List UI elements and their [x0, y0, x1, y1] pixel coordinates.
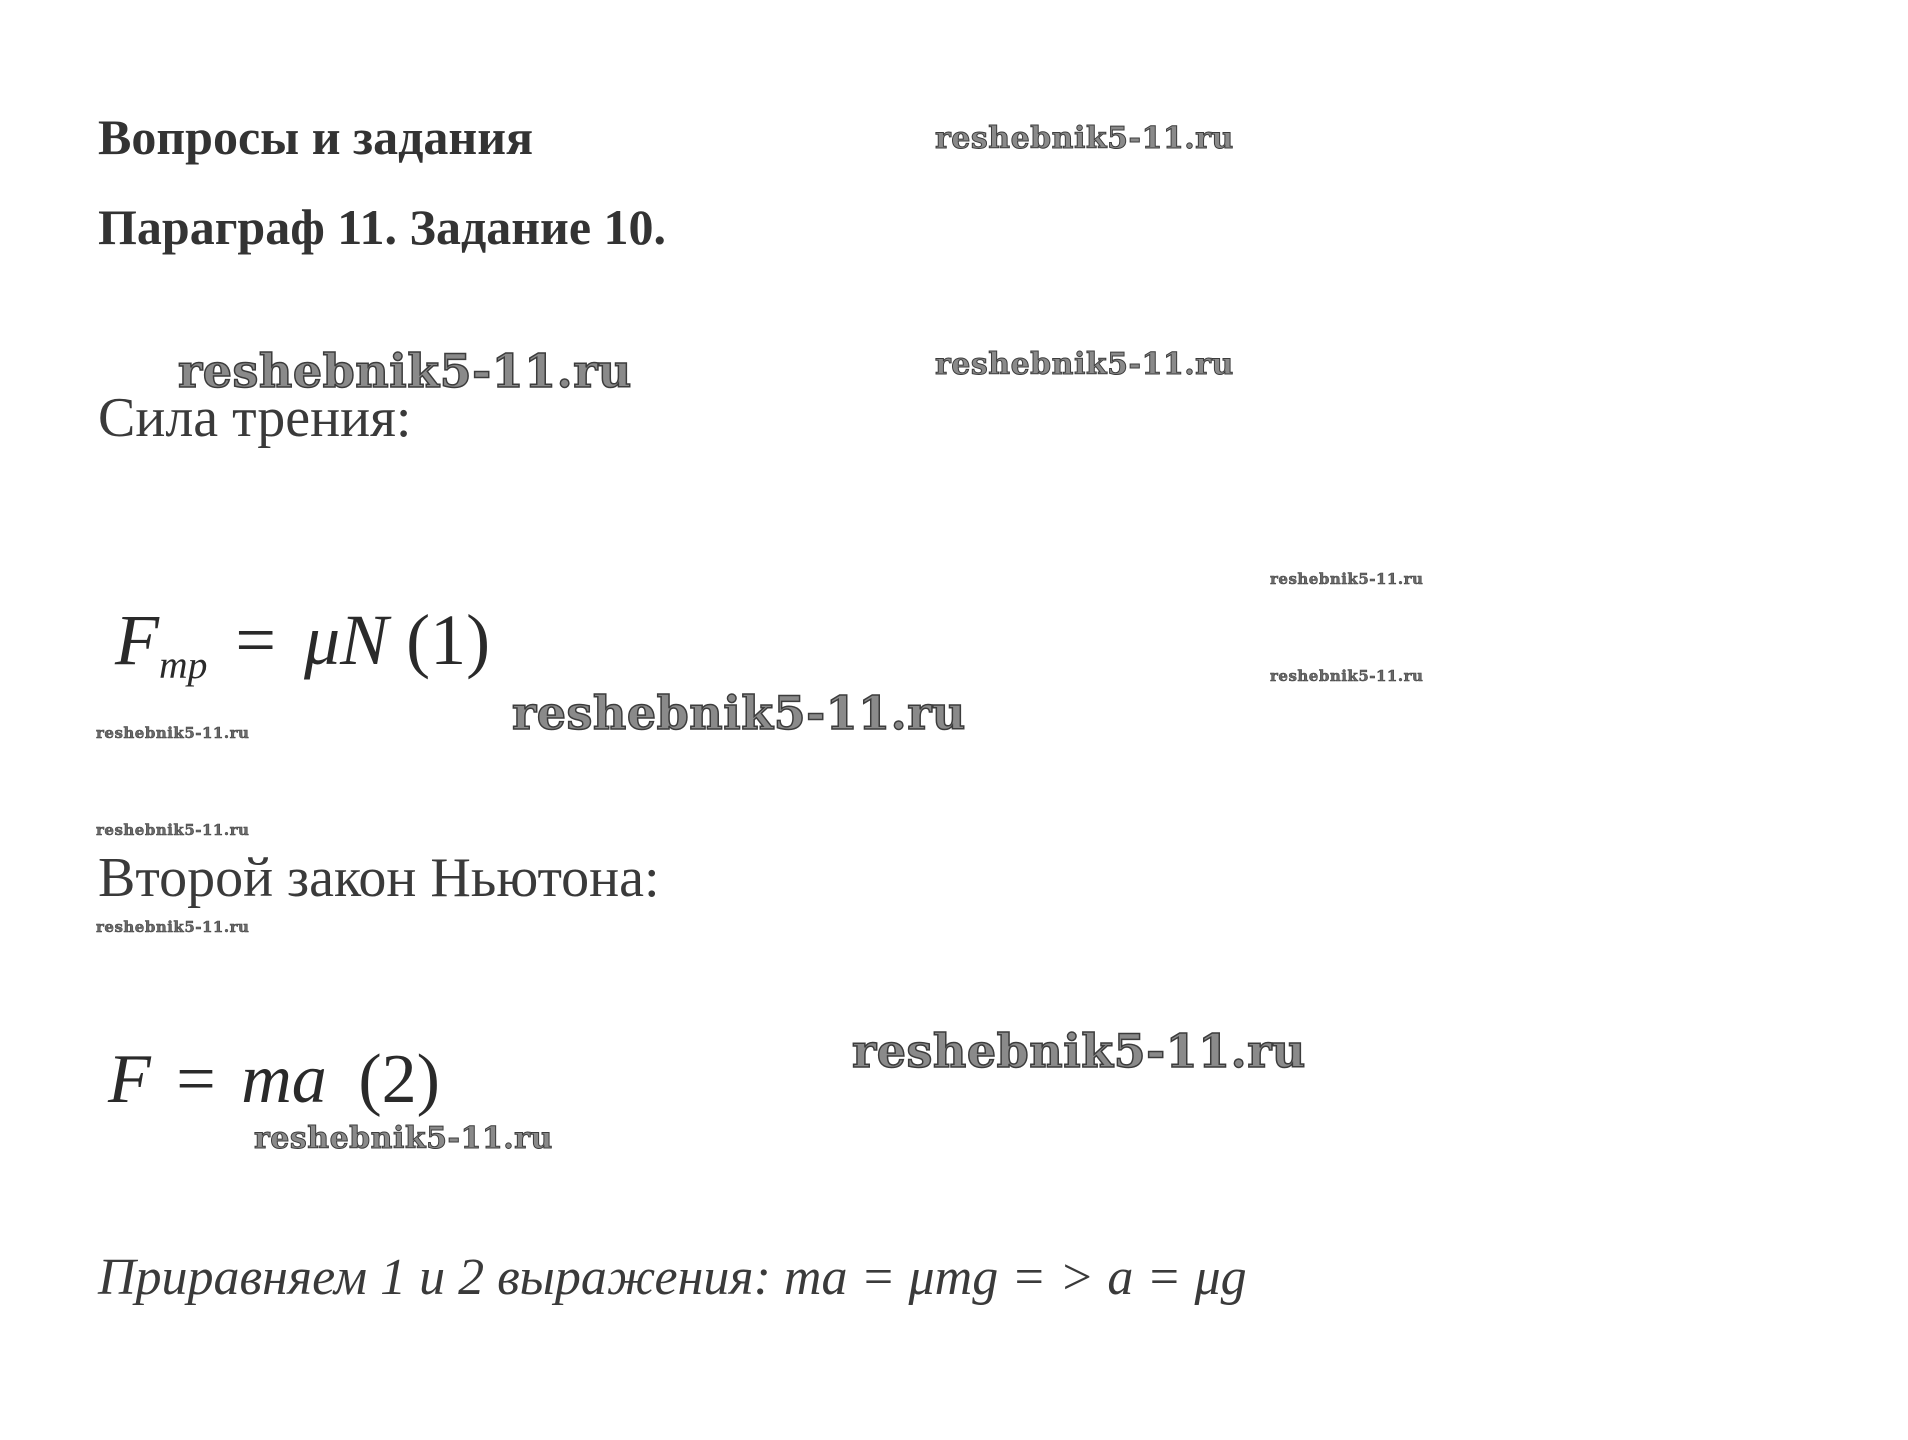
formula1-lhs: F — [115, 600, 159, 680]
formula2-rhs: ma — [241, 1041, 327, 1118]
watermark-7: reshebnik5-11.ru — [96, 724, 250, 742]
friction-label: Сила трения: — [98, 387, 412, 449]
watermark-3: reshebnik5-11.ru — [935, 347, 1234, 382]
watermark-8: reshebnik5-11.ru — [96, 821, 250, 839]
watermark-1: reshebnik5-11.ru — [935, 121, 1234, 156]
formula2-lhs: F — [108, 1041, 151, 1118]
formula1-subscript: тр — [158, 642, 208, 687]
watermark-10: reshebnik5-11.ru — [852, 1024, 1306, 1078]
newton-law-label: Второй закон Ньютона: — [98, 847, 660, 909]
formula1-equals: = — [235, 600, 276, 680]
formula2-equals: = — [176, 1041, 216, 1118]
watermark-11: reshebnik5-11.ru — [254, 1121, 553, 1156]
section-heading: Вопросы и задания — [98, 109, 534, 165]
conclusion-text: Приравняем 1 и 2 выражения: ma = μmg = > a = μg — [98, 1249, 1247, 1306]
formula1-rhs: μN — [303, 600, 389, 680]
watermark-4: reshebnik5-11.ru — [1270, 570, 1424, 588]
watermark-2: reshebnik5-11.ru — [178, 344, 632, 398]
formula2-number: (2) — [358, 1041, 440, 1118]
formula1-number: (1) — [406, 600, 491, 680]
watermark-6: reshebnik5-11.ru — [512, 686, 966, 740]
watermark-9: reshebnik5-11.ru — [96, 918, 250, 936]
friction-formula — [115, 600, 491, 687]
watermark-5: reshebnik5-11.ru — [1270, 667, 1424, 685]
task-title: Параграф 11. Задание 10. — [98, 199, 667, 255]
newton-formula — [108, 1041, 440, 1118]
